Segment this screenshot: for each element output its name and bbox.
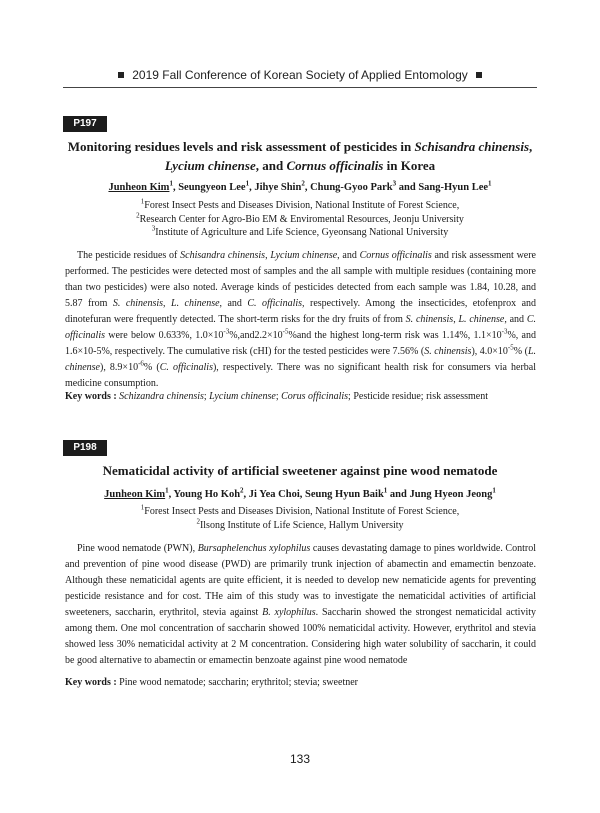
header-divider [63,87,537,88]
abstract-id-badge: P197 [63,116,107,132]
keywords-line: Key words : Pine wood nematode; saccharin; erythritol; stevia; sweetner [65,677,358,688]
page-number: 133 [289,752,311,766]
affiliation-line: $^1$Forest Insect Pests and Diseases Division, National Institute of Forest Science, [140,197,460,211]
keywords-line: Key words : Schizandra chinensis; Lycium chinense; Corus officinalis; Pesticide residue; risk assessment [65,391,489,402]
affiliation-list [63,505,537,532]
square-bullet-icon [118,72,124,78]
affiliation-line: $^3$Institute of Agriculture and Life Science, Gyeonsang National University [151,224,449,238]
author-list: Junheon Kim$^1$, Young Ho Koh$^2$, Ji Yea Choi, Seung Hyun Baik$^1$ and Jung Hyeon Jeong$^1$ [104,486,496,500]
affiliation-line: $^2$Ilsong Institute of Life Science, Hallym University [196,517,404,531]
conference-header [0,68,600,82]
abstract-title: Monitoring residues levels and risk assessment of pesticides in Schisandra chinensis, Lycium chinense, and Cornus officinalis in Korea [67,139,533,173]
affiliation-line: $^1$Forest Insect Pests and Diseases Division, National Institute of Forest Science, [140,503,460,517]
author-list: Junheon Kim$^1$, Seungyeon Lee$^1$, Jihye Shin$^2$, Chung-Gyoo Park$^3$ and Sang-Hyun Lee$^1$ [108,179,492,193]
abstract-id-badge: P198 [63,440,107,456]
affiliation-list [63,199,537,240]
conference-title: 2019 Fall Conference of Korean Society of Applied Entomology [132,68,468,82]
affiliation-line: $^2$Research Center for Agro-Bio EM & Enviromental Resources, Jeonju University [136,211,464,225]
abstract-body: Pine wood nematode (PWN), Bursaphelenchus xylophilus causes devastating damage to pines worldwide. Control and prevention of pine wood disease (PWD) are primarily trunk injection of abamectin and emamectin benzoate. Although these nematicidal agents are quite efficient, it is needed to develop new nematicide agents for preventing pesticide resistance and for cost. THe aim of this study was to investigate the nematicidal activities of artificial sweeteners, saccharin, erythritol, stevia against B. xylophilus. Saccharin showed the strongest nematicidal activity among them. One mol concentration of saccharin showed 100% nematicidal activity. However, erythritol and stevia showed less 30% nematicidal activity at 2 M concentration. Considering high water solubility of saccharin, it could be good alternative to abamectin or emamectin benzoate against pine wood nematode [65,543,537,666]
square-bullet-icon [476,72,482,78]
abstract-body: The pesticide residues of Schisandra chinensis, Lycium chinense, and Cornus officinalis and risk assessment were performed. The pesticides were detected most of samples and the all sample with multiple residues (containing more than two pesticides) were also noted. Average kinds of pesticides detected from each sample was 1.84, 10.28, and 5.87 from S. chinensis, L. chinense, and C. officinalis, respectively. Among the insecticides, etofenprox and dinotefuran were frequently detected. The short-term risks for the dry fruits of from S. chinensis, L. chinense, and C. officinalis were below 0.633%, $1.0\times 10^{-3}\%,and2.2\times 10^{-5}\%and$ the highest long-term risk was 1.14%, $1.1\times 10^{-3}\%$, and 1.6×10-5%, respectively. The cumulative risk (cHI) for the tested pesticides were 7.56% (S. chinensis), $4.0\times 10^{-5}\%$ (L. chinense), $8.9\times 10^{-6}\%$ (C. officinalis), respectively. There was no significant health risk for consumers via herbal medicine consumption. [65,250,537,389]
abstract-title: Nematicidal activity of artificial sweetener against pine wood nematode [102,463,498,478]
